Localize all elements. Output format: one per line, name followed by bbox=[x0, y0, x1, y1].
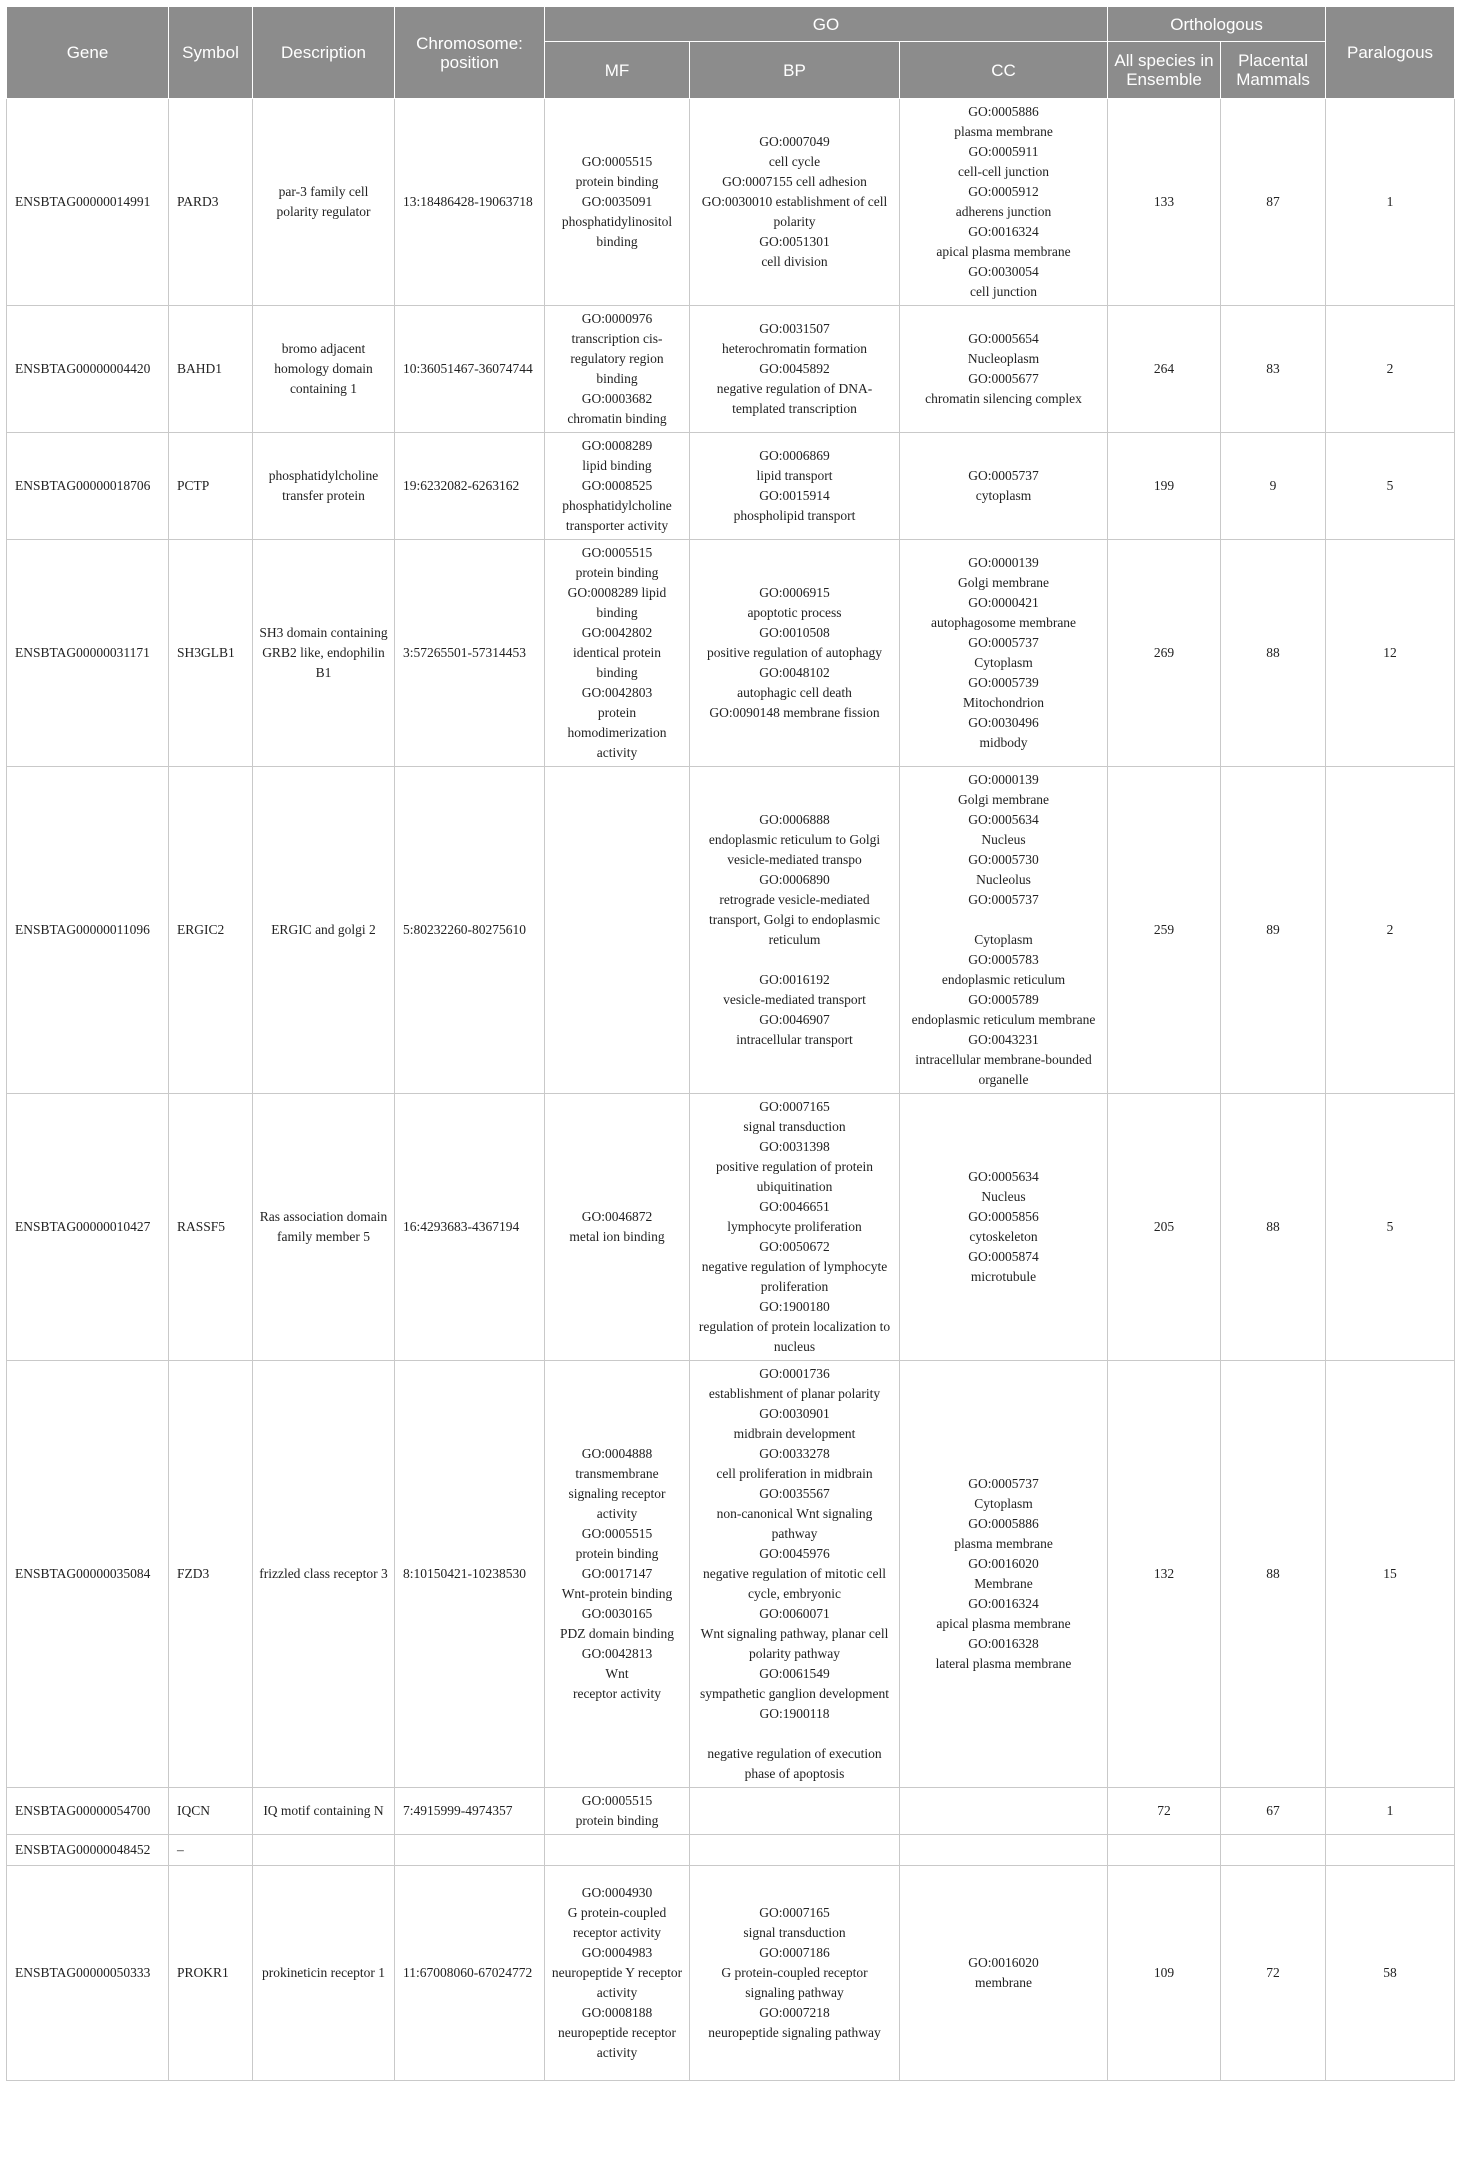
paralogous-cell: 58 bbox=[1326, 1866, 1455, 2081]
go-term-line: GO:0048102 bbox=[759, 665, 830, 680]
go-term-line: GO:1900180 bbox=[759, 1299, 830, 1314]
position-cell: 5:80232260-80275610 bbox=[395, 767, 545, 1094]
go-term-line: GO:0031507 bbox=[759, 321, 830, 336]
go-term-line: GO:0017147 bbox=[581, 1566, 653, 1581]
all-species-cell: 132 bbox=[1108, 1361, 1221, 1788]
go-term-line: neuropeptide receptor activity bbox=[557, 2025, 677, 2060]
go-term-line: GO:0050672 bbox=[759, 1239, 830, 1254]
mf-cell bbox=[545, 433, 690, 540]
paralogous-cell: 2 bbox=[1326, 306, 1455, 433]
go-term-line: GO:0005912 bbox=[968, 184, 1039, 199]
go-term-line bbox=[696, 950, 893, 970]
placental-cell bbox=[1221, 1835, 1326, 1866]
placental-cell: 88 bbox=[1221, 1094, 1326, 1361]
go-term-line: GO:0007186 bbox=[759, 1945, 830, 1960]
table-row bbox=[7, 1866, 1455, 2081]
go-term-line: GO:0035567 bbox=[759, 1486, 830, 1501]
go-term-line: GO:0005886 bbox=[968, 104, 1039, 119]
go-term-line: transmembrane signaling receptor activity bbox=[568, 1466, 666, 1521]
go-term-line: GO:0005737 bbox=[968, 1476, 1039, 1491]
bp-cell bbox=[690, 540, 900, 767]
go-term-line: GO:0005737 bbox=[968, 892, 1039, 907]
go-term-line: negative regulation of execution phase of apoptosis bbox=[707, 1746, 882, 1781]
go-term-line: GO:0042813 bbox=[581, 1646, 653, 1661]
go-term-line: establishment of planar polarity bbox=[708, 1386, 881, 1401]
go-term-line: Nucleolus bbox=[976, 872, 1031, 887]
header-bp: BP bbox=[690, 42, 900, 99]
go-term-line: Nucleus bbox=[981, 1189, 1026, 1204]
go-term-line: negative regulation of DNA-templated transcription bbox=[716, 381, 873, 416]
position-cell: 13:18486428-19063718 bbox=[395, 99, 545, 306]
bp-cell bbox=[690, 1361, 900, 1788]
bp-cell bbox=[690, 1788, 900, 1835]
symbol-cell: RASSF5 bbox=[169, 1094, 253, 1361]
go-term-line: GO:0008289 bbox=[581, 438, 653, 453]
go-term-line: cell junction bbox=[969, 284, 1038, 299]
go-term-line: GO:0008188 bbox=[581, 2005, 653, 2020]
go-term-line: receptor activity bbox=[572, 1686, 662, 1701]
go-term-line: GO:0090148 membrane fission bbox=[709, 705, 880, 720]
go-term-line: adherens junction bbox=[955, 204, 1052, 219]
go-term-line: protein homodimerization activity bbox=[567, 705, 667, 760]
cc-cell bbox=[900, 767, 1108, 1094]
bp-cell bbox=[690, 99, 900, 306]
header-cc: CC bbox=[900, 42, 1108, 99]
go-term-line: lipid transport bbox=[756, 468, 833, 483]
table-body bbox=[7, 99, 1455, 2081]
position-cell: 8:10150421-10238530 bbox=[395, 1361, 545, 1788]
go-term-line: plasma membrane bbox=[954, 124, 1053, 139]
header-symbol: Symbol bbox=[169, 7, 253, 99]
go-term-line: GO:0005739 bbox=[968, 675, 1039, 690]
go-term-line: metal ion binding bbox=[569, 1229, 665, 1244]
go-term-line: GO:0045976 bbox=[759, 1546, 830, 1561]
symbol-cell: BAHD1 bbox=[169, 306, 253, 433]
placental-cell: 88 bbox=[1221, 540, 1326, 767]
go-term-line: phosphatidylinositol binding bbox=[561, 214, 673, 249]
table-row bbox=[7, 1788, 1455, 1835]
go-term-line: GO:0005737 bbox=[968, 635, 1039, 650]
cc-cell bbox=[900, 540, 1108, 767]
go-term-line: GO:0004983 bbox=[581, 1945, 653, 1960]
mf-cell bbox=[545, 1866, 690, 2081]
go-term-line: GO:0030010 establishment of cell polarity bbox=[701, 194, 888, 229]
description-cell: bromo adjacent homology domain containing 1 bbox=[253, 306, 395, 433]
go-term-line: GO:0005737 bbox=[968, 468, 1039, 483]
go-term-line: GO:0045892 bbox=[759, 361, 830, 376]
go-term-line: Golgi membrane bbox=[957, 792, 1050, 807]
all-species-cell: 133 bbox=[1108, 99, 1221, 306]
go-term-line: GO:0005634 bbox=[968, 1169, 1039, 1184]
all-species-cell bbox=[1108, 1835, 1221, 1866]
go-term-line: GO:0016328 bbox=[968, 1636, 1039, 1651]
go-term-line: membrane bbox=[975, 1975, 1032, 1990]
go-term-line: protein binding bbox=[575, 1546, 659, 1561]
go-term-line: GO:0031398 bbox=[759, 1139, 830, 1154]
go-term-line: protein binding bbox=[575, 1813, 659, 1828]
bp-cell bbox=[690, 1866, 900, 2081]
go-term-line: GO:0008289 lipid binding bbox=[567, 585, 667, 620]
description-cell: par-3 family cell polarity regulator bbox=[253, 99, 395, 306]
go-term-line: GO:0005634 bbox=[968, 812, 1039, 827]
go-term-line: GO:0016324 bbox=[968, 224, 1039, 239]
go-term-line: apoptotic process bbox=[747, 605, 842, 620]
go-term-line: neuropeptide Y receptor activity bbox=[551, 1965, 683, 2000]
go-term-line: phosphatidylcholine transporter activity bbox=[562, 498, 672, 533]
go-term-line: GO:0000139 bbox=[968, 555, 1039, 570]
go-term-line: midbody bbox=[979, 735, 1028, 750]
go-term-line: GO:0000976 bbox=[581, 311, 653, 326]
go-term-line: cell division bbox=[761, 254, 828, 269]
go-term-line: chromatin binding bbox=[567, 411, 667, 426]
header-mf: MF bbox=[545, 42, 690, 99]
go-term-line: GO:0016192 bbox=[759, 972, 830, 987]
symbol-cell: FZD3 bbox=[169, 1361, 253, 1788]
go-term-line: GO:0016020 bbox=[968, 1556, 1039, 1571]
go-term-line: Membrane bbox=[974, 1576, 1033, 1591]
header-placental: Placental Mammals bbox=[1221, 42, 1326, 99]
go-term-line bbox=[696, 1724, 893, 1744]
go-term-line: intracellular transport bbox=[736, 1032, 853, 1047]
placental-cell: 88 bbox=[1221, 1361, 1326, 1788]
go-term-line: GO:0060071 bbox=[759, 1606, 830, 1621]
go-term-line: intracellular membrane-bounded organelle bbox=[915, 1052, 1092, 1087]
bp-cell bbox=[690, 1835, 900, 1866]
go-term-line: cell-cell junction bbox=[957, 164, 1050, 179]
go-term-line: Wnt-protein binding bbox=[561, 1586, 673, 1601]
go-term-line: midbrain development bbox=[733, 1426, 856, 1441]
bp-cell bbox=[690, 433, 900, 540]
go-term-line: cytoplasm bbox=[975, 488, 1032, 503]
gene-cell: ENSBTAG00000048452 bbox=[7, 1835, 169, 1866]
go-term-line: GO:0007165 bbox=[759, 1099, 830, 1114]
go-term-line: Wnt bbox=[605, 1666, 629, 1681]
go-term-line: GO:0005874 bbox=[968, 1249, 1039, 1264]
go-term-line: GO:0000421 bbox=[968, 595, 1039, 610]
go-term-line: PDZ domain binding bbox=[560, 1626, 674, 1641]
paralogous-cell: 5 bbox=[1326, 1094, 1455, 1361]
go-term-line: protein binding bbox=[575, 174, 659, 189]
table-header bbox=[7, 7, 1455, 99]
go-term-line: G protein-coupled receptor activity bbox=[567, 1905, 667, 1940]
go-term-line: positive regulation of autophagy bbox=[706, 645, 883, 660]
go-term-line: negative regulation of lymphocyte proliferation bbox=[701, 1259, 888, 1294]
go-term-line: transcription cis-regulatory region binding bbox=[570, 331, 664, 386]
paralogous-cell: 15 bbox=[1326, 1361, 1455, 1788]
description-cell bbox=[253, 1835, 395, 1866]
go-term-line: GO:0005515 bbox=[581, 1526, 653, 1541]
go-term-line: GO:0003682 bbox=[581, 391, 653, 406]
all-species-cell: 109 bbox=[1108, 1866, 1221, 2081]
go-term-line: endoplasmic reticulum membrane bbox=[911, 1012, 1096, 1027]
go-term-line: GO:0030165 bbox=[581, 1606, 653, 1621]
cc-cell bbox=[900, 1866, 1108, 2081]
go-term-line: apical plasma membrane bbox=[936, 244, 1071, 259]
gene-cell: ENSBTAG00000054700 bbox=[7, 1788, 169, 1835]
go-term-line: Cytoplasm bbox=[974, 1496, 1033, 1511]
go-term-line: cell proliferation in midbrain bbox=[716, 1466, 873, 1481]
all-species-cell: 72 bbox=[1108, 1788, 1221, 1835]
position-cell: 16:4293683-4367194 bbox=[395, 1094, 545, 1361]
go-term-line: GO:0046907 bbox=[759, 1012, 830, 1027]
go-term-line: GO:0043231 bbox=[968, 1032, 1039, 1047]
go-term-line: GO:0004888 bbox=[581, 1446, 653, 1461]
mf-cell bbox=[545, 99, 690, 306]
placental-cell: 67 bbox=[1221, 1788, 1326, 1835]
go-term-line: Golgi membrane bbox=[957, 575, 1050, 590]
go-term-line: cytoskeleton bbox=[969, 1229, 1038, 1244]
description-cell: SH3 domain containing GRB2 like, endophilin B1 bbox=[253, 540, 395, 767]
go-term-line: Cytoplasm bbox=[974, 932, 1033, 947]
go-term-line: positive regulation of protein ubiquitination bbox=[715, 1159, 874, 1194]
go-term-line: GO:0016020 bbox=[968, 1955, 1039, 1970]
header-chromosome: Chromosome: position bbox=[395, 7, 545, 99]
go-term-line: retrograde vesicle-mediated transport, Golgi to endoplasmic reticulum bbox=[709, 892, 880, 947]
go-term-line: GO:0042802 bbox=[581, 625, 653, 640]
placental-cell: 89 bbox=[1221, 767, 1326, 1094]
cc-cell bbox=[900, 1094, 1108, 1361]
position-cell bbox=[395, 1835, 545, 1866]
go-term-line: G protein-coupled receptor signaling pathway bbox=[721, 1965, 868, 2000]
go-term-line: GO:0005677 bbox=[968, 371, 1039, 386]
go-term-line: cell cycle bbox=[768, 154, 821, 169]
go-term-line: GO:0005886 bbox=[968, 1516, 1039, 1531]
go-term-line: GO:0005911 bbox=[968, 144, 1039, 159]
go-term-line: GO:0035091 bbox=[581, 194, 653, 209]
go-term-line: GO:0016324 bbox=[968, 1596, 1039, 1611]
gene-cell: ENSBTAG00000010427 bbox=[7, 1094, 169, 1361]
go-term-line: protein binding bbox=[575, 565, 659, 580]
gene-cell: ENSBTAG00000014991 bbox=[7, 99, 169, 306]
go-term-line: GO:0006888 bbox=[759, 812, 830, 827]
all-species-cell: 199 bbox=[1108, 433, 1221, 540]
go-term-line: GO:0030054 bbox=[968, 264, 1039, 279]
gene-table bbox=[6, 6, 1455, 2081]
paralogous-cell: 1 bbox=[1326, 1788, 1455, 1835]
go-term-line: GO:0000139 bbox=[968, 772, 1039, 787]
description-cell: phosphatidylcholine transfer protein bbox=[253, 433, 395, 540]
go-term-line: GO:0005515 bbox=[581, 1793, 653, 1808]
gene-cell: ENSBTAG00000004420 bbox=[7, 306, 169, 433]
go-term-line: autophagic cell death bbox=[737, 685, 852, 700]
paralogous-cell: 5 bbox=[1326, 433, 1455, 540]
symbol-cell: ERGIC2 bbox=[169, 767, 253, 1094]
go-term-line: Wnt signaling pathway, planar cell polarity pathway bbox=[700, 1626, 889, 1661]
go-term-line: vesicle-mediated transport bbox=[723, 992, 866, 1007]
table-row bbox=[7, 99, 1455, 306]
cc-cell bbox=[900, 1788, 1108, 1835]
placental-cell: 72 bbox=[1221, 1866, 1326, 2081]
go-term-line: Nucleoplasm bbox=[967, 351, 1040, 366]
mf-cell bbox=[545, 306, 690, 433]
mf-cell bbox=[545, 540, 690, 767]
go-term-line: Mitochondrion bbox=[963, 695, 1045, 710]
table-row bbox=[7, 1835, 1455, 1866]
go-term-line: plasma membrane bbox=[954, 1536, 1053, 1551]
go-term-line: Nucleus bbox=[981, 832, 1026, 847]
go-term-line: GO:0005789 bbox=[968, 992, 1039, 1007]
description-cell: prokineticin receptor 1 bbox=[253, 1866, 395, 2081]
go-term-line: GO:0033278 bbox=[759, 1446, 830, 1461]
position-cell: 3:57265501-57314453 bbox=[395, 540, 545, 767]
go-term-line: regulation of protein localization to nucleus bbox=[698, 1319, 891, 1354]
go-term-line: GO:0046872 bbox=[581, 1209, 653, 1224]
go-term-line: GO:0046651 bbox=[759, 1199, 830, 1214]
table-row bbox=[7, 540, 1455, 767]
cc-cell bbox=[900, 306, 1108, 433]
symbol-cell: – bbox=[169, 1835, 253, 1866]
table-row bbox=[7, 1094, 1455, 1361]
all-species-cell: 269 bbox=[1108, 540, 1221, 767]
go-term-line: signal transduction bbox=[743, 1925, 846, 1940]
go-term-line: GO:0006890 bbox=[759, 872, 830, 887]
position-cell: 11:67008060-67024772 bbox=[395, 1866, 545, 2081]
go-term-line: lipid binding bbox=[582, 458, 652, 473]
go-term-line: GO:1900118 bbox=[759, 1706, 830, 1721]
go-term-line: GO:0030496 bbox=[968, 715, 1039, 730]
symbol-cell: PCTP bbox=[169, 433, 253, 540]
mf-cell bbox=[545, 1094, 690, 1361]
description-cell: frizzled class receptor 3 bbox=[253, 1361, 395, 1788]
table-row bbox=[7, 433, 1455, 540]
all-species-cell: 264 bbox=[1108, 306, 1221, 433]
all-species-cell: 205 bbox=[1108, 1094, 1221, 1361]
position-cell: 10:36051467-36074744 bbox=[395, 306, 545, 433]
bp-cell bbox=[690, 306, 900, 433]
header-description: Description bbox=[253, 7, 395, 99]
go-term-line: GO:0010508 bbox=[759, 625, 830, 640]
symbol-cell: PARD3 bbox=[169, 99, 253, 306]
go-term-line: GO:0007165 bbox=[759, 1905, 830, 1920]
gene-cell: ENSBTAG00000031171 bbox=[7, 540, 169, 767]
go-term-line: GO:0004930 bbox=[581, 1885, 653, 1900]
gene-cell: ENSBTAG00000035084 bbox=[7, 1361, 169, 1788]
go-term-line: GO:0015914 bbox=[759, 488, 830, 503]
table-row bbox=[7, 306, 1455, 433]
symbol-cell: PROKR1 bbox=[169, 1866, 253, 2081]
go-term-line: GO:0008525 bbox=[581, 478, 653, 493]
cc-cell bbox=[900, 99, 1108, 306]
cc-cell bbox=[900, 1835, 1108, 1866]
go-term-line: GO:0005856 bbox=[968, 1209, 1039, 1224]
placental-cell: 83 bbox=[1221, 306, 1326, 433]
paralogous-cell bbox=[1326, 1835, 1455, 1866]
go-term-line: GO:0007218 bbox=[759, 2005, 830, 2020]
go-term-line: lymphocyte proliferation bbox=[727, 1219, 862, 1234]
paralogous-cell: 12 bbox=[1326, 540, 1455, 767]
header-all-species: All species in Ensemble bbox=[1108, 42, 1221, 99]
bp-cell bbox=[690, 1094, 900, 1361]
paralogous-cell: 2 bbox=[1326, 767, 1455, 1094]
go-term-line: phospholipid transport bbox=[733, 508, 856, 523]
go-term-line: non-canonical Wnt signaling pathway bbox=[716, 1506, 873, 1541]
placental-cell: 87 bbox=[1221, 99, 1326, 306]
bp-cell bbox=[690, 767, 900, 1094]
table-row bbox=[7, 767, 1455, 1094]
symbol-cell: SH3GLB1 bbox=[169, 540, 253, 767]
gene-cell: ENSBTAG00000011096 bbox=[7, 767, 169, 1094]
go-term-line: microtubule bbox=[970, 1269, 1037, 1284]
go-term-line: signal transduction bbox=[743, 1119, 846, 1134]
cc-cell bbox=[900, 1361, 1108, 1788]
go-term-line: identical protein binding bbox=[572, 645, 662, 680]
mf-cell bbox=[545, 1788, 690, 1835]
go-term-line: endoplasmic reticulum to Golgi vesicle-mediated transpo bbox=[708, 832, 881, 867]
go-term-line: neuropeptide signaling pathway bbox=[708, 2025, 881, 2040]
go-term-line: sympathetic ganglion development bbox=[700, 1686, 889, 1701]
go-term-line: negative regulation of mitotic cell cycle, embryonic bbox=[703, 1566, 886, 1601]
header-gene: Gene bbox=[7, 7, 169, 99]
header-paralogous: Paralogous bbox=[1326, 7, 1455, 99]
go-term-line: GO:0006869 bbox=[759, 448, 830, 463]
go-term-line: GO:0005515 bbox=[581, 154, 653, 169]
go-term-line: GO:0005654 bbox=[968, 331, 1039, 346]
table-row bbox=[7, 1361, 1455, 1788]
go-term-line bbox=[906, 910, 1101, 930]
go-term-line: GO:0005783 bbox=[968, 952, 1039, 967]
all-species-cell: 259 bbox=[1108, 767, 1221, 1094]
go-term-line: lateral plasma membrane bbox=[935, 1656, 1072, 1671]
go-term-line: apical plasma membrane bbox=[936, 1616, 1071, 1631]
header-go: GO bbox=[545, 7, 1108, 42]
position-cell: 19:6232082-6263162 bbox=[395, 433, 545, 540]
go-term-line: Cytoplasm bbox=[974, 655, 1033, 670]
go-term-line: GO:0007155 cell adhesion bbox=[722, 174, 867, 189]
go-term-line: endoplasmic reticulum bbox=[941, 972, 1066, 987]
description-cell: ERGIC and golgi 2 bbox=[253, 767, 395, 1094]
mf-cell bbox=[545, 1835, 690, 1866]
mf-cell bbox=[545, 767, 690, 1094]
go-term-line: GO:0005730 bbox=[968, 852, 1039, 867]
header-orthologous: Orthologous bbox=[1108, 7, 1326, 42]
position-cell: 7:4915999-4974357 bbox=[395, 1788, 545, 1835]
placental-cell: 9 bbox=[1221, 433, 1326, 540]
go-term-line: GO:0042803 bbox=[581, 685, 653, 700]
gene-cell: ENSBTAG00000018706 bbox=[7, 433, 169, 540]
go-term-line: GO:0030901 bbox=[759, 1406, 830, 1421]
go-term-line: chromatin silencing complex bbox=[925, 391, 1082, 406]
mf-cell bbox=[545, 1361, 690, 1788]
paralogous-cell: 1 bbox=[1326, 99, 1455, 306]
go-term-line: GO:0007049 bbox=[759, 134, 830, 149]
go-term-line: GO:0006915 bbox=[759, 585, 830, 600]
go-term-line: autophagosome membrane bbox=[930, 615, 1077, 630]
go-term-line: heterochromatin formation bbox=[721, 341, 868, 356]
go-term-line: GO:0061549 bbox=[759, 1666, 830, 1681]
cc-cell bbox=[900, 433, 1108, 540]
go-term-line: GO:0005515 bbox=[581, 545, 653, 560]
description-cell: Ras association domain family member 5 bbox=[253, 1094, 395, 1361]
go-term-line: GO:0001736 bbox=[759, 1366, 830, 1381]
symbol-cell: IQCN bbox=[169, 1788, 253, 1835]
gene-cell: ENSBTAG00000050333 bbox=[7, 1866, 169, 2081]
description-cell: IQ motif containing N bbox=[253, 1788, 395, 1835]
go-term-line: GO:0051301 bbox=[759, 234, 830, 249]
